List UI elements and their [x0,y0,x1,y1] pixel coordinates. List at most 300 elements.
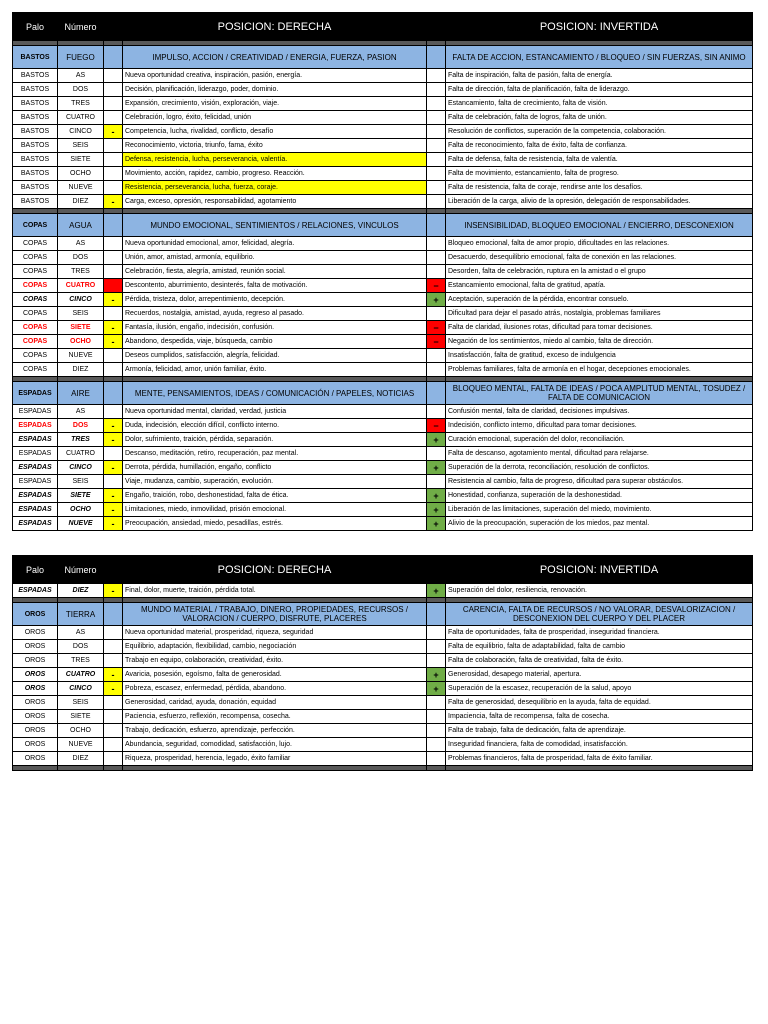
section-mark-spacer [104,46,123,69]
tarot-meanings-table [12,555,753,771]
card-numero: TRES [58,654,104,668]
card-derecha: Riqueza, prosperidad, herencia, legado, éxito familiar [123,752,427,766]
tarot-meanings-table [12,12,753,531]
invertida-marker-icon [427,654,446,668]
card-derecha: Decisión, planificación, liderazgo, poder, dominio. [123,83,427,97]
card-derecha: Reconocimiento, victoria, triunfo, fama, éxito [123,139,427,153]
card-numero: SEIS [58,475,104,489]
section-header-espadas [13,382,753,405]
card-derecha: Nueva oportunidad creativa, inspiración, pasión, energía. [123,69,427,83]
section-palo: ESPADAS [13,382,58,405]
card-invertida: Liberación de las limitaciones, superación del miedo, movimiento. [446,503,753,517]
card-invertida: Falta de equilibrio, falta de adaptabilidad, falta de cambio [446,640,753,654]
section-derecha: IMPULSO, ACCION / CREATIVIDAD / ENERGIA, FUERZA, PASION [123,46,427,69]
header-row [13,556,753,584]
card-derecha: Pobreza, escasez, enfermedad, pérdida, abandono. [123,682,427,696]
derecha-marker-icon: - [104,682,123,696]
card-row [13,251,753,265]
card-numero: OCHO [58,503,104,517]
invertida-marker-icon: − [427,335,446,349]
card-derecha: Final, dolor, muerte, traición, pérdida total. [123,584,427,598]
invertida-marker-icon: + [427,433,446,447]
section-elemento: AIRE [58,382,104,405]
section-elemento: TIERRA [58,603,104,626]
card-derecha: Dolor, sufrimiento, traición, pérdida, separación. [123,433,427,447]
invertida-marker-icon [427,251,446,265]
card-palo: COPAS [13,321,58,335]
derecha-marker-icon [104,265,123,279]
derecha-marker-icon [104,363,123,377]
card-invertida: Falta de oportunidades, falta de prosperidad, inseguridad financiera. [446,626,753,640]
card-palo: ESPADAS [13,475,58,489]
card-derecha: Expansión, crecimiento, visión, exploración, viaje. [123,97,427,111]
card-numero: AS [58,69,104,83]
derecha-marker-icon [104,153,123,167]
header-invertida: POSICION: INVERTIDA [446,556,753,584]
card-invertida: Falta de reconocimiento, falta de éxito, falta de confianza. [446,139,753,153]
card-palo: ESPADAS [13,447,58,461]
card-row [13,489,753,503]
section-palo: BASTOS [13,46,58,69]
card-numero: NUEVE [58,738,104,752]
card-palo: ESPADAS [13,461,58,475]
card-numero: NUEVE [58,517,104,531]
section-mark-spacer [427,603,446,626]
card-row [13,405,753,419]
derecha-marker-icon [104,167,123,181]
card-row [13,461,753,475]
derecha-marker-icon [104,475,123,489]
derecha-marker-icon: - [104,503,123,517]
derecha-marker-icon [104,696,123,710]
card-derecha: Celebración, fiesta, alegría, amistad, reunión social. [123,265,427,279]
invertida-marker-icon [427,626,446,640]
card-invertida: Aceptación, superación de la pérdida, encontrar consuelo. [446,293,753,307]
card-row [13,682,753,696]
derecha-marker-icon: - [104,321,123,335]
card-derecha: Celebración, logro, éxito, felicidad, unión [123,111,427,125]
invertida-marker-icon [427,475,446,489]
card-invertida: Resolución de conflictos, superación de la competencia, colaboración. [446,125,753,139]
derecha-marker-icon [104,83,123,97]
card-invertida: Confusión mental, falta de claridad, decisiones impulsivas. [446,405,753,419]
section-mark-spacer [427,46,446,69]
card-palo: BASTOS [13,139,58,153]
card-derecha: Avaricia, posesión, egoísmo, falta de generosidad. [123,668,427,682]
derecha-marker-icon: - [104,433,123,447]
card-row [13,626,753,640]
derecha-marker-icon: - [104,584,123,598]
invertida-marker-icon [427,265,446,279]
section-derecha: MUNDO EMOCIONAL, SENTIMIENTOS / RELACIONES, VINCULOS [123,214,427,237]
invertida-marker-icon: + [427,517,446,531]
card-palo: ESPADAS [13,419,58,433]
card-invertida: Falta de claridad, ilusiones rotas, dificultad para tomar decisiones. [446,321,753,335]
card-row [13,696,753,710]
card-invertida: Resistencia al cambio, falta de progreso, dificultad para superar obstáculos. [446,475,753,489]
section-mark-spacer [104,214,123,237]
derecha-marker-icon [104,97,123,111]
invertida-marker-icon [427,97,446,111]
card-row [13,265,753,279]
card-numero: DIEZ [58,752,104,766]
card-invertida: Desorden, falta de celebración, ruptura en la amistad o el grupo [446,265,753,279]
card-invertida: Indecisión, conflicto interno, dificultad para tomar decisiones. [446,419,753,433]
card-numero: DIEZ [58,363,104,377]
header-palo: Palo [13,13,58,41]
card-invertida: Inseguridad financiera, falta de comodidad, insatisfacción. [446,738,753,752]
card-palo: BASTOS [13,111,58,125]
card-numero: SIETE [58,321,104,335]
card-palo: OROS [13,696,58,710]
card-derecha: Trabajo, dedicación, esfuerzo, aprendizaje, perfección. [123,724,427,738]
invertida-marker-icon: + [427,461,446,475]
card-numero: DOS [58,640,104,654]
separator-cell [123,766,427,771]
card-row [13,293,753,307]
card-palo: BASTOS [13,83,58,97]
card-numero: DIEZ [58,584,104,598]
card-numero: CUATRO [58,668,104,682]
card-row [13,710,753,724]
invertida-marker-icon: + [427,682,446,696]
header-numero: Número [58,556,104,584]
card-row [13,447,753,461]
card-invertida: Falta de colaboración, falta de creatividad, falta de éxito. [446,654,753,668]
card-palo: COPAS [13,251,58,265]
card-invertida: Falta de defensa, falta de resistencia, falta de valentía. [446,153,753,167]
section-invertida: INSENSIBILIDAD, BLOQUEO EMOCIONAL / ENCIERRO, DESCONEXION [446,214,753,237]
card-invertida: Falta de trabajo, falta de dedicación, falta de aprendizaje. [446,724,753,738]
card-invertida: Problemas familiares, falta de armonía en el hogar, decepciones emocionales. [446,363,753,377]
header-mark-spacer [427,556,446,584]
invertida-marker-icon [427,69,446,83]
card-numero: OCHO [58,724,104,738]
card-row [13,724,753,738]
invertida-marker-icon [427,83,446,97]
invertida-marker-icon: − [427,419,446,433]
card-row [13,97,753,111]
section-elemento: FUEGO [58,46,104,69]
card-palo: OROS [13,724,58,738]
card-palo: COPAS [13,335,58,349]
card-palo: BASTOS [13,153,58,167]
card-numero: DOS [58,83,104,97]
card-numero: NUEVE [58,349,104,363]
card-row [13,475,753,489]
header-mark-spacer [104,556,123,584]
card-numero: AS [58,237,104,251]
card-palo: BASTOS [13,181,58,195]
invertida-marker-icon [427,738,446,752]
derecha-marker-icon [104,710,123,724]
derecha-marker-icon: - [104,668,123,682]
derecha-marker-icon [104,139,123,153]
card-invertida: Falta de inspiración, falta de pasión, falta de energía. [446,69,753,83]
card-derecha: Descontento, aburrimiento, desinterés, falta de motivación. [123,279,427,293]
card-row [13,83,753,97]
header-derecha: POSICION: DERECHA [123,13,427,41]
card-derecha: Abundancia, seguridad, comodidad, satisfacción, lujo. [123,738,427,752]
card-numero: CINCO [58,125,104,139]
card-palo: ESPADAS [13,517,58,531]
card-derecha: Trabajo en equipo, colaboración, creatividad, éxito. [123,654,427,668]
derecha-marker-icon [104,724,123,738]
card-palo: BASTOS [13,97,58,111]
card-palo: ESPADAS [13,584,58,598]
card-invertida: Problemas financieros, falta de prosperidad, falta de éxito familiar. [446,752,753,766]
invertida-marker-icon [427,125,446,139]
card-derecha: Descanso, meditación, retiro, recuperación, paz mental. [123,447,427,461]
card-row [13,668,753,682]
card-invertida: Falta de dirección, falta de planificación, falta de liderazgo. [446,83,753,97]
derecha-marker-icon [104,181,123,195]
card-derecha: Equilibrio, adaptación, flexibilidad, cambio, negociación [123,640,427,654]
card-derecha: Carga, exceso, opresión, responsabilidad, agotamiento [123,195,427,209]
derecha-marker-icon [104,111,123,125]
card-numero: SEIS [58,307,104,321]
card-palo: ESPADAS [13,489,58,503]
card-invertida: Insatisfacción, falta de gratitud, exceso de indulgencia [446,349,753,363]
card-numero: CINCO [58,293,104,307]
card-numero: DOS [58,419,104,433]
card-row [13,335,753,349]
derecha-marker-icon [104,237,123,251]
card-palo: ESPADAS [13,405,58,419]
derecha-marker-icon [104,279,123,293]
card-invertida: Honestidad, confianza, superación de la deshonestidad. [446,489,753,503]
invertida-marker-icon [427,307,446,321]
card-derecha: Nueva oportunidad mental, claridad, verdad, justicia [123,405,427,419]
section-derecha: MUNDO MATERIAL / TRABAJO, DINERO, PROPIEDADES, RECURSOS / VALORACION / CUERPO, DISFRUTE, PLACERES [123,603,427,626]
card-invertida: Falta de generosidad, desequilibrio en la ayuda, falta de equidad. [446,696,753,710]
card-row [13,584,753,598]
card-palo: OROS [13,654,58,668]
card-invertida: Superación de la derrota, reconciliación, resolución de conflictos. [446,461,753,475]
card-row [13,237,753,251]
card-row [13,195,753,209]
card-row [13,752,753,766]
card-invertida: Falta de celebración, falta de logros, falta de unión. [446,111,753,125]
invertida-marker-icon: − [427,279,446,293]
card-palo: OROS [13,738,58,752]
card-numero: SEIS [58,696,104,710]
section-header-copas [13,214,753,237]
header-numero: Número [58,13,104,41]
card-numero: CUATRO [58,279,104,293]
card-row [13,307,753,321]
derecha-marker-icon: - [104,419,123,433]
card-numero: SIETE [58,153,104,167]
invertida-marker-icon: + [427,584,446,598]
card-palo: OROS [13,710,58,724]
card-invertida: Falta de descanso, agotamiento mental, dificultad para relajarse. [446,447,753,461]
card-row [13,654,753,668]
card-row [13,111,753,125]
card-palo: OROS [13,668,58,682]
card-invertida: Estancamiento emocional, falta de gratitud, apatía. [446,279,753,293]
card-row [13,279,753,293]
card-palo: COPAS [13,279,58,293]
derecha-marker-icon [104,752,123,766]
header-palo: Palo [13,556,58,584]
card-numero: CINCO [58,682,104,696]
header-invertida: POSICION: INVERTIDA [446,13,753,41]
invertida-marker-icon: + [427,293,446,307]
card-palo: BASTOS [13,195,58,209]
card-numero: TRES [58,265,104,279]
card-derecha: Nueva oportunidad emocional, amor, felicidad, alegría. [123,237,427,251]
invertida-marker-icon [427,363,446,377]
invertida-marker-icon: + [427,489,446,503]
derecha-marker-icon [104,307,123,321]
derecha-marker-icon: - [104,489,123,503]
card-invertida: Alivio de la preocupación, superación de los miedos, paz mental. [446,517,753,531]
card-palo: ESPADAS [13,503,58,517]
derecha-marker-icon [104,738,123,752]
separator-cell [427,766,446,771]
section-mark-spacer [104,382,123,405]
section-mark-spacer [104,603,123,626]
card-palo: OROS [13,640,58,654]
card-row [13,125,753,139]
tarot-table-1 [12,12,752,531]
card-derecha: Paciencia, esfuerzo, reflexión, recompensa, cosecha. [123,710,427,724]
invertida-marker-icon [427,349,446,363]
card-derecha: Pérdida, tristeza, dolor, arrepentimiento, decepción. [123,293,427,307]
section-derecha: MENTE, PENSAMIENTOS, IDEAS / COMUNICACIÓN / PAPELES, NOTICIAS [123,382,427,405]
derecha-marker-icon [104,447,123,461]
card-numero: AS [58,626,104,640]
derecha-marker-icon: - [104,293,123,307]
card-palo: COPAS [13,307,58,321]
section-header-bastos [13,46,753,69]
card-invertida: Generosidad, desapego material, apertura. [446,668,753,682]
card-row [13,139,753,153]
card-row [13,153,753,167]
card-derecha: Movimiento, acción, rapidez, cambio, progreso. Reacción. [123,167,427,181]
card-palo: COPAS [13,265,58,279]
card-invertida: Bloqueo emocional, falta de amor propio, dificultades en las relaciones. [446,237,753,251]
invertida-marker-icon: − [427,321,446,335]
card-row [13,363,753,377]
section-mark-spacer [427,382,446,405]
separator-row [13,766,753,771]
card-palo: OROS [13,752,58,766]
card-derecha: Engaño, traición, robo, deshonestidad, falta de ética. [123,489,427,503]
section-header-oros [13,603,753,626]
card-numero: AS [58,405,104,419]
card-numero: OCHO [58,167,104,181]
card-invertida: Curación emocional, superación del dolor, reconciliación. [446,433,753,447]
card-row [13,181,753,195]
invertida-marker-icon [427,237,446,251]
card-row [13,321,753,335]
invertida-marker-icon: + [427,668,446,682]
invertida-marker-icon [427,167,446,181]
section-invertida: BLOQUEO MENTAL, FALTA DE IDEAS / POCA AMPLITUD MENTAL, TOSUDEZ / FALTA DE COMUNICACION [446,382,753,405]
card-row [13,167,753,181]
card-derecha: Competencia, lucha, rivalidad, conflicto, desafío [123,125,427,139]
card-invertida: Falta de resistencia, falta de coraje, rendirse ante los desafíos. [446,181,753,195]
derecha-marker-icon [104,405,123,419]
card-derecha: Resistencia, perseverancia, lucha, fuerza, coraje. [123,181,427,195]
card-numero: CINCO [58,461,104,475]
card-numero: SEIS [58,139,104,153]
section-palo: COPAS [13,214,58,237]
card-derecha: Deseos cumplidos, satisfacción, alegría, felicidad. [123,349,427,363]
card-invertida: Desacuerdo, desequilibrio emocional, falta de conexión en las relaciones. [446,251,753,265]
card-numero: DIEZ [58,195,104,209]
card-invertida: Dificultad para dejar el pasado atrás, nostalgia, problemas familiares [446,307,753,321]
derecha-marker-icon [104,69,123,83]
card-derecha: Defensa, resistencia, lucha, perseverancia, valentía. [123,153,427,167]
card-invertida: Superación de la escasez, recuperación de la salud, apoyo [446,682,753,696]
invertida-marker-icon [427,696,446,710]
invertida-marker-icon [427,181,446,195]
card-row [13,640,753,654]
card-palo: COPAS [13,363,58,377]
card-row [13,517,753,531]
card-invertida: Falta de movimiento, estancamiento, falta de progreso. [446,167,753,181]
card-palo: OROS [13,682,58,696]
card-derecha: Limitaciones, miedo, inmovilidad, prisión emocional. [123,503,427,517]
invertida-marker-icon [427,405,446,419]
card-row [13,419,753,433]
card-invertida: Negación de los sentimientos, miedo al cambio, falta de dirección. [446,335,753,349]
card-palo: BASTOS [13,69,58,83]
section-invertida: FALTA DE ACCION, ESTANCAMIENTO / BLOQUEO / SIN FUERZAS, SIN ANIMO [446,46,753,69]
card-numero: TRES [58,97,104,111]
card-row [13,69,753,83]
card-palo: BASTOS [13,125,58,139]
derecha-marker-icon: - [104,461,123,475]
derecha-marker-icon [104,251,123,265]
card-palo: ESPADAS [13,433,58,447]
card-palo: BASTOS [13,167,58,181]
invertida-marker-icon [427,139,446,153]
derecha-marker-icon [104,626,123,640]
separator-cell [58,766,104,771]
separator-cell [446,766,753,771]
invertida-marker-icon [427,752,446,766]
header-row [13,13,753,41]
derecha-marker-icon: - [104,125,123,139]
card-numero: SIETE [58,489,104,503]
card-derecha: Duda, indecisión, elección difícil, conflicto interno. [123,419,427,433]
card-numero: NUEVE [58,181,104,195]
derecha-marker-icon [104,654,123,668]
card-row [13,503,753,517]
card-palo: COPAS [13,293,58,307]
section-mark-spacer [427,214,446,237]
header-mark-spacer [104,13,123,41]
tarot-table-2 [12,555,752,771]
card-derecha: Armonía, felicidad, amor, unión familiar, éxito. [123,363,427,377]
derecha-marker-icon [104,349,123,363]
invertida-marker-icon [427,195,446,209]
card-invertida: Impaciencia, falta de recompensa, falta de cosecha. [446,710,753,724]
card-derecha: Generosidad, caridad, ayuda, donación, equidad [123,696,427,710]
card-derecha: Abandono, despedida, viaje, búsqueda, cambio [123,335,427,349]
card-numero: CUATRO [58,111,104,125]
card-derecha: Preocupación, ansiedad, miedo, pesadillas, estrés. [123,517,427,531]
card-palo: OROS [13,626,58,640]
header-mark-spacer [427,13,446,41]
card-row [13,738,753,752]
invertida-marker-icon [427,447,446,461]
derecha-marker-icon: - [104,195,123,209]
